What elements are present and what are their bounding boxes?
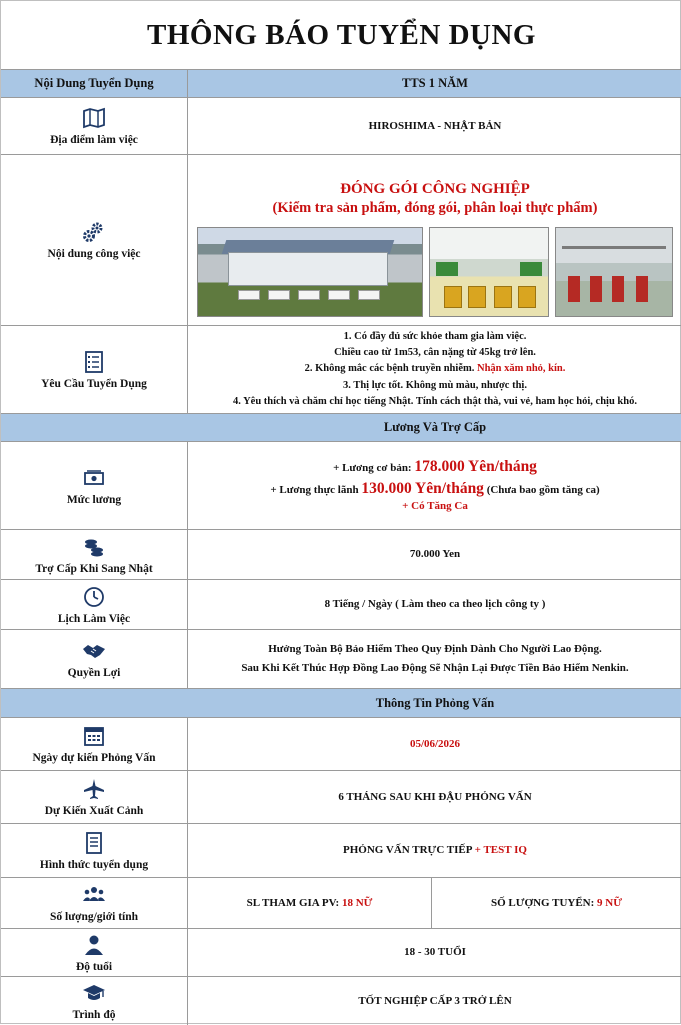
interview-date-label: Ngày dự kiến Phỏng Vấn xyxy=(32,752,156,764)
header-value: TTS 1 NĂM xyxy=(402,76,468,91)
requirement-item: Chiều cao từ 1m53, cân nặng từ 45kg trở lên. xyxy=(334,347,536,359)
age-label: Độ tuổi xyxy=(75,960,113,973)
requirement-item-highlight: Nhận xăm nhỏ, kín. xyxy=(476,363,566,375)
requirements-label: Yêu Cầu Tuyển Dụng xyxy=(41,377,147,390)
interview-section-header xyxy=(1,688,681,717)
hiring-count-cell xyxy=(431,878,681,928)
participants-cell xyxy=(188,878,431,928)
handshake-icon xyxy=(81,639,107,663)
calendar-icon xyxy=(81,724,107,748)
salary-row xyxy=(1,441,681,529)
education-value: TỐT NGHIỆP CẤP 3 TRỞ LÊN xyxy=(358,994,512,1007)
benefit-line: Hưởng Toàn Bộ Bảo Hiểm Theo Quy Định Dành Cho Người Lao Động. xyxy=(268,643,602,656)
format-value: PHỎNG VẤN TRỰC TIẾP xyxy=(343,844,472,857)
departure-row xyxy=(1,770,681,823)
requirement-item: 2. Không mắc các bệnh truyền nhiễm. xyxy=(304,363,475,375)
person-icon xyxy=(81,933,107,957)
departure-value: 6 THÁNG SAU KHI ĐẬU PHỎNG VẤN xyxy=(338,790,532,803)
benefits-label: Quyền Lợi xyxy=(67,667,121,679)
map-icon xyxy=(81,106,107,130)
allowance-label: Trợ Cấp Khi Sang Nhật xyxy=(35,562,153,575)
interview-section-title: Thông Tin Phỏng Vấn xyxy=(375,695,495,710)
interview-date-row xyxy=(1,717,681,770)
salary-section-header xyxy=(1,413,681,441)
age-row xyxy=(1,928,681,976)
job-subtitle: (Kiểm tra sản phẩm, đóng gói, phân loại thực phẩm) xyxy=(272,200,598,217)
location-row xyxy=(1,97,681,154)
requirement-item: 3. Thị lực tốt. Không mù màu, nhược thị. xyxy=(343,379,527,391)
base-salary-prefix: + Lương cơ bản: xyxy=(333,462,412,475)
coins-icon xyxy=(81,535,107,559)
clock-icon xyxy=(81,585,107,609)
production-line-photo xyxy=(555,227,673,317)
schedule-label: Lịch Làm Việc xyxy=(57,612,131,625)
document-icon xyxy=(81,831,107,855)
header-label: Nội Dung Tuyển Dụng xyxy=(1,70,188,97)
participants-value: 18 NỮ xyxy=(341,897,373,909)
graduation-cap-icon xyxy=(81,981,107,1005)
format-label: Hình thức tuyển dụng xyxy=(39,858,149,871)
net-salary-prefix: + Lương thực lãnh xyxy=(270,483,359,496)
salary-label: Mức lương xyxy=(66,493,122,506)
checklist-icon xyxy=(81,350,107,374)
location-label: Địa điểm làm việc xyxy=(50,134,138,146)
page-title: THÔNG BÁO TUYỂN DỤNG xyxy=(147,18,536,51)
factory-exterior-photo xyxy=(197,227,423,317)
education-row xyxy=(1,976,681,1025)
group-icon xyxy=(81,883,107,907)
base-salary-value: 178.000 Yên/tháng xyxy=(414,458,537,476)
net-salary-value: 130.000 Yên/tháng xyxy=(361,479,484,497)
hiring-count-prefix: SỐ LƯỢNG TUYỂN: xyxy=(491,897,595,909)
quantity-label: Số lượng/giới tính xyxy=(49,911,139,923)
requirement-item: 1. Có đầy đủ sức khỏe tham gia làm việc. xyxy=(343,330,527,342)
job-title: ĐÓNG GÓI CÔNG NGHIỆP xyxy=(340,181,530,197)
money-icon xyxy=(81,466,107,490)
requirement-item: 4. Yêu thích và chăm chỉ học tiếng Nhật. Tính cách thật thà, vui vẻ, ham học hỏi, chịu khó. xyxy=(232,395,637,407)
warehouse-photo xyxy=(429,227,549,317)
net-salary-note: (Chưa bao gồm tăng ca) xyxy=(486,483,600,496)
benefit-line: Sau Khi Kết Thúc Hợp Đồng Lao Động Sẽ Nhận Lại Được Tiền Bảo Hiểm Nenkin. xyxy=(241,662,629,674)
education-label: Trình độ xyxy=(72,1009,116,1021)
schedule-row xyxy=(1,579,681,629)
format-extra: + TEST IQ xyxy=(474,844,527,857)
allowance-row xyxy=(1,529,681,579)
location-value: HIROSHIMA - NHẬT BẢN xyxy=(368,119,502,132)
job-label: Nội dung công việc xyxy=(47,248,141,260)
overtime-note: + Có Tăng Ca xyxy=(402,500,468,513)
gears-icon xyxy=(81,220,107,244)
interview-date-value: 05/06/2026 xyxy=(409,737,461,750)
age-value: 18 - 30 TUỔI xyxy=(404,946,466,959)
participants-prefix: SL THAM GIA PV: xyxy=(246,897,340,909)
allowance-value: 70.000 Yen xyxy=(409,548,461,561)
requirements-row xyxy=(1,325,681,413)
format-row xyxy=(1,823,681,877)
quantity-row xyxy=(1,877,681,928)
schedule-value: 8 Tiếng / Ngày ( Làm theo ca theo lịch công ty ) xyxy=(324,598,546,611)
job-photos xyxy=(197,227,673,317)
hiring-count-value: 9 NỮ xyxy=(597,897,622,909)
departure-label: Dự Kiến Xuất Cảnh xyxy=(44,805,144,817)
airplane-icon xyxy=(81,777,107,801)
benefits-row xyxy=(1,629,681,688)
job-row xyxy=(1,154,681,325)
header-row xyxy=(1,69,681,97)
salary-section-title: Lương Và Trợ Cấp xyxy=(383,420,487,435)
